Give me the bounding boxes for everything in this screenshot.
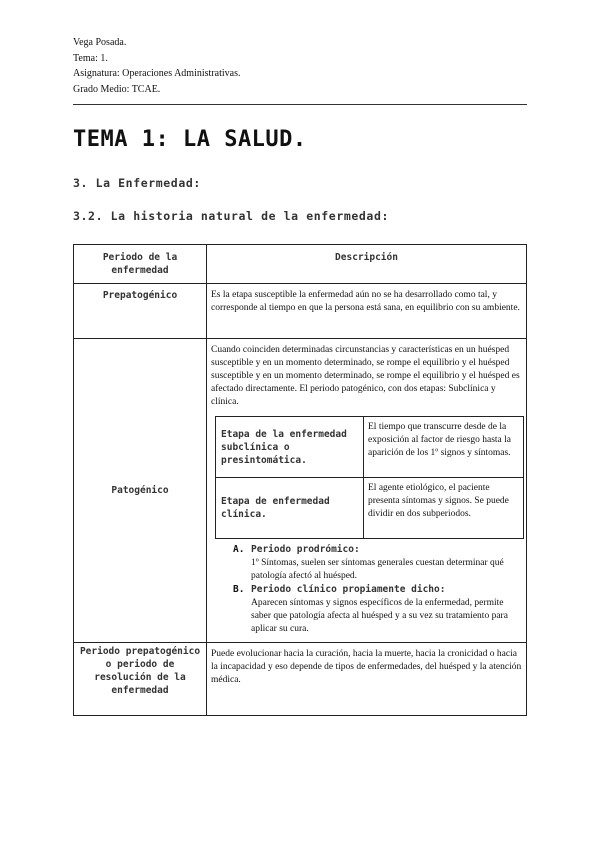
stage-row [216, 417, 524, 478]
table-row [74, 643, 527, 716]
subperiod-letter: A. [233, 544, 245, 555]
period-description: Es la etapa susceptible la enfermedad aún no se ha desarrollado como tal, y corresponde al tiempo en que la persona está sana, en equilibrio con su ambiente. [207, 284, 527, 339]
header-topic: Tema: 1. [73, 52, 108, 64]
period-name: Periodo prepatogénico o periodo de resolución de la enfermedad [74, 643, 207, 716]
stage-name: Etapa de enfermedad clínica. [216, 478, 364, 539]
column-header-description: Descripción [207, 245, 527, 284]
period-description: Puede evolucionar hacia la curación, hacia la muerte, hacia la cronicidad o hacia la incapacidad y eso depende de tipos de enfermedades, del huésped y la atención médica. [207, 643, 527, 716]
stages-table [215, 416, 524, 539]
document-header [73, 35, 240, 97]
period-name: Patogénico [74, 339, 207, 643]
period-description: Cuando coinciden determinadas circunstancias y características en un huésped susceptible y en un momento determinado, se rompe el equilibrio y el huésped susceptible y en un momento determinado, se rompe el equilibrio y el huésped es afectado directamente. El periodo patogénico, con dos etapas: Subclínica y clínica. [211, 345, 520, 407]
subperiod-item [233, 583, 522, 636]
disease-history-table [73, 244, 527, 716]
stage-name: Etapa de la enfermedad subclínica o presintomática. [216, 417, 364, 478]
header-divider [73, 104, 527, 105]
stage-row [216, 478, 524, 539]
subperiod-text: Aparecen síntomas y signos específicos de la enfermedad, permite saber que patología afecta al huésped y a su vez su tratamiento para aplicar su cura. [251, 598, 508, 634]
header-subject: Asignatura: Operaciones Administrativas. [73, 68, 241, 79]
stage-text: El tiempo que transcurre desde de la exposición al factor de riesgo hasta la aparición de los 1º signos y síntomas. [364, 417, 524, 478]
header-author: Vega Posada. [73, 37, 127, 48]
table-row [74, 339, 527, 643]
period-description-cell [207, 339, 527, 643]
header-grade: Grado Medio: TCAE. [73, 83, 161, 95]
subperiod-name: Periodo clínico propiamente dicho: [251, 584, 446, 595]
subperiod-item [233, 543, 522, 583]
page-title: TEMA 1: LA SALUD. [73, 127, 307, 152]
subsection-heading: 3.2. La historia natural de la enfermedad: [73, 209, 389, 223]
table-row [74, 284, 527, 339]
subperiod-name: Periodo prodrómico: [251, 544, 360, 555]
period-name: Prepatogénico [74, 284, 207, 339]
stage-text: El agente etiológico, el paciente presenta síntomas y signos. Se puede dividir en dos subperiodos. [364, 478, 524, 539]
subperiod-text: 1º Síntomas, suelen ser síntomas generales cuestan determinar qué patología afectó al huésped. [251, 558, 504, 581]
section-heading: 3. La Enfermedad: [73, 176, 201, 190]
column-header-period: Periodo de la enfermedad [74, 245, 207, 284]
table-header-row [74, 245, 527, 284]
subperiod-letter: B. [233, 584, 245, 595]
